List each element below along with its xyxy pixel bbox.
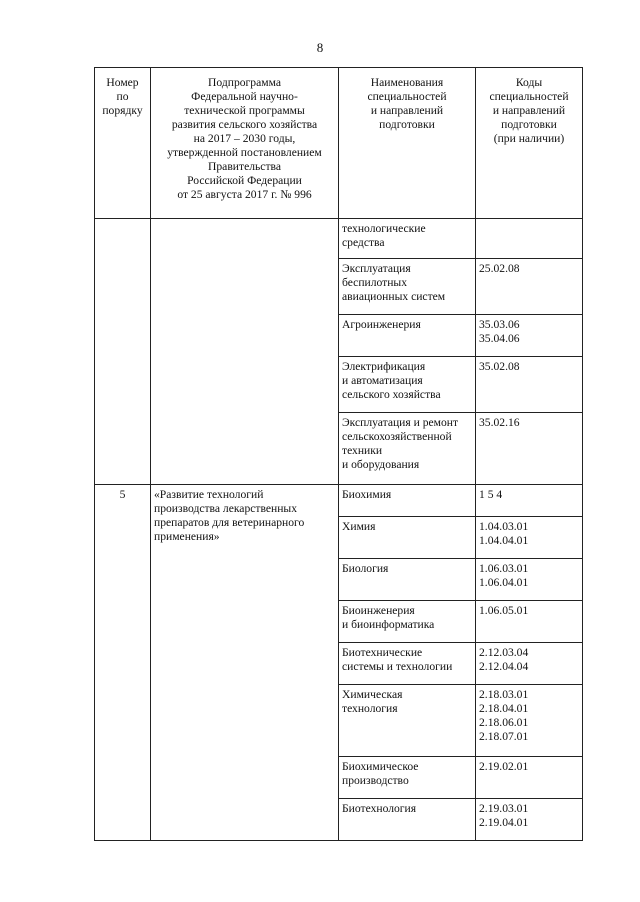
page-number: 8 — [316, 40, 324, 55]
specialty-name: Электрификация и автоматизация сельского хозяйства — [339, 357, 476, 413]
subprogram-cell — [151, 219, 339, 485]
specialty-code: 2.12.03.04 2.12.04.04 — [476, 643, 583, 685]
specialty-name: Биотехнические системы и технологии — [339, 643, 476, 685]
table-row — [95, 219, 583, 259]
specialty-name: Химия — [339, 517, 476, 559]
specialty-name: Химическая технология — [339, 685, 476, 757]
specialty-code: 2.19.02.01 — [476, 757, 583, 799]
row-number: 5 — [95, 485, 151, 841]
specialty-name: технологические средства — [339, 219, 476, 259]
specialty-code: 35.02.08 — [476, 357, 583, 413]
subprogram-name: «Развитие технологий производства лекарственных препаратов для ветеринарного применения» — [151, 485, 339, 841]
specialty-code: 25.02.08 — [476, 259, 583, 315]
header-specialty-codes: Коды специальностей и направлений подготовки (при наличии) — [476, 68, 583, 219]
table-header-row — [95, 68, 583, 219]
specialty-name: Агроинженерия — [339, 315, 476, 357]
specialty-name: Биохимическое производство — [339, 757, 476, 799]
specialty-code: 35.02.16 — [476, 413, 583, 485]
row-number-cell — [95, 219, 151, 485]
header-subprogram: Подпрограмма Федеральной научно- технической программы развития сельского хозяйства на 2017 – 2030 годы, утвержденной постановлением Правительства Российской Федерации от 25 августа 2017 г. № 996 — [151, 68, 339, 219]
specialty-code: 35.03.06 35.04.06 — [476, 315, 583, 357]
specialty-code: 1 5 4 — [476, 485, 583, 517]
specialty-name: Эксплуатация и ремонт сельскохозяйственной техники и оборудования — [339, 413, 476, 485]
specialty-code: 1.06.03.01 1.06.04.01 — [476, 559, 583, 601]
header-number: Номер по порядку — [95, 68, 151, 219]
specialty-name: Биоинженерия и биоинформатика — [339, 601, 476, 643]
specialties-table — [94, 67, 583, 841]
specialty-code: 2.19.03.01 2.19.04.01 — [476, 799, 583, 841]
specialty-name: Биология — [339, 559, 476, 601]
specialty-code: 1.06.05.01 — [476, 601, 583, 643]
table-row — [95, 485, 583, 517]
specialty-name: Эксплуатация беспилотных авиационных систем — [339, 259, 476, 315]
specialty-name: Биотехнология — [339, 799, 476, 841]
specialty-code — [476, 219, 583, 259]
header-specialty-names: Наименования специальностей и направлений подготовки — [339, 68, 476, 219]
specialty-code: 2.18.03.01 2.18.04.01 2.18.06.01 2.18.07.01 — [476, 685, 583, 757]
specialty-code: 1.04.03.01 1.04.04.01 — [476, 517, 583, 559]
specialty-name: Биохимия — [339, 485, 476, 517]
